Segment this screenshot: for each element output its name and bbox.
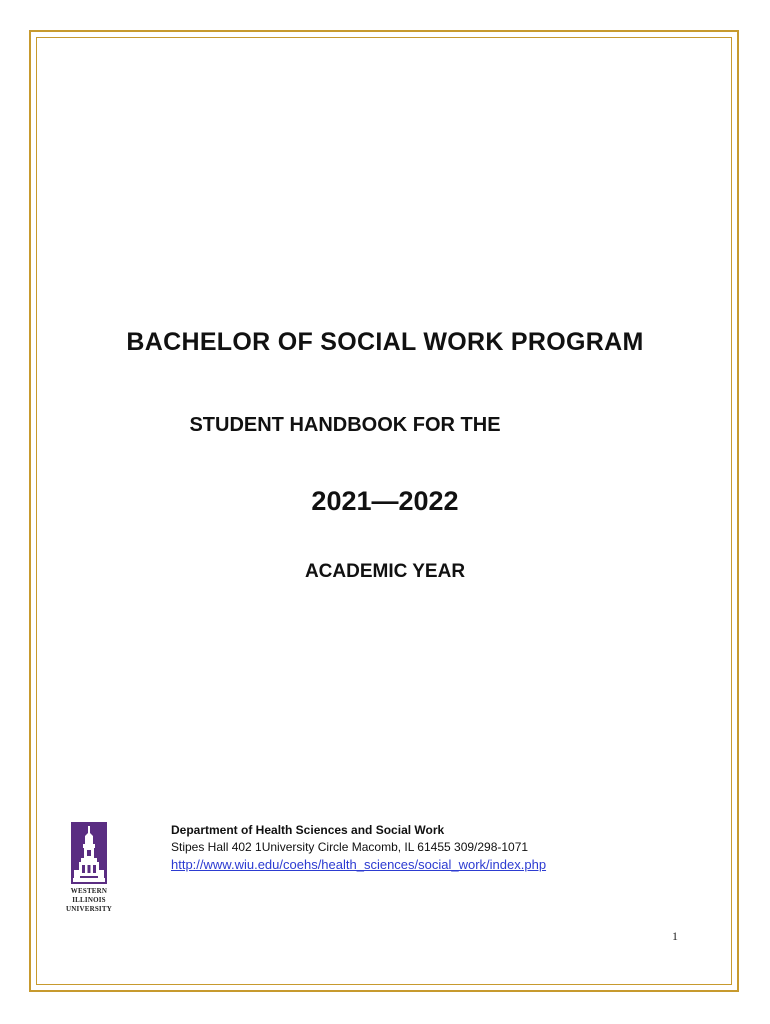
department-address: Stipes Hall 402 1University Circle Macomb, IL 61455 309/298-1071 [171, 840, 529, 854]
page-number: 1 [672, 929, 678, 943]
contact-block [171, 822, 546, 873]
academic-year-label: ACADEMIC YEAR [304, 561, 466, 582]
department-name: Department of Health Sciences and Social Work [171, 823, 445, 837]
program-title: BACHELOR OF SOCIAL WORK PROGRAM [126, 328, 644, 356]
department-website-link[interactable]: http://www.wiu.edu/coehs/health_sciences/social_work/index.php [171, 857, 547, 872]
logo-text-western: WESTERN [70, 887, 108, 895]
university-logo [62, 822, 116, 918]
university-logo-text [62, 887, 116, 914]
university-tower-logo-icon [71, 822, 107, 884]
handbook-subtitle: STUDENT HANDBOOK FOR THE [189, 414, 501, 436]
academic-years: 2021—2022 [311, 486, 459, 516]
logo-text-illinois: ILLINOIS [72, 896, 106, 904]
logo-text-university: UNIVERSITY [66, 905, 112, 913]
